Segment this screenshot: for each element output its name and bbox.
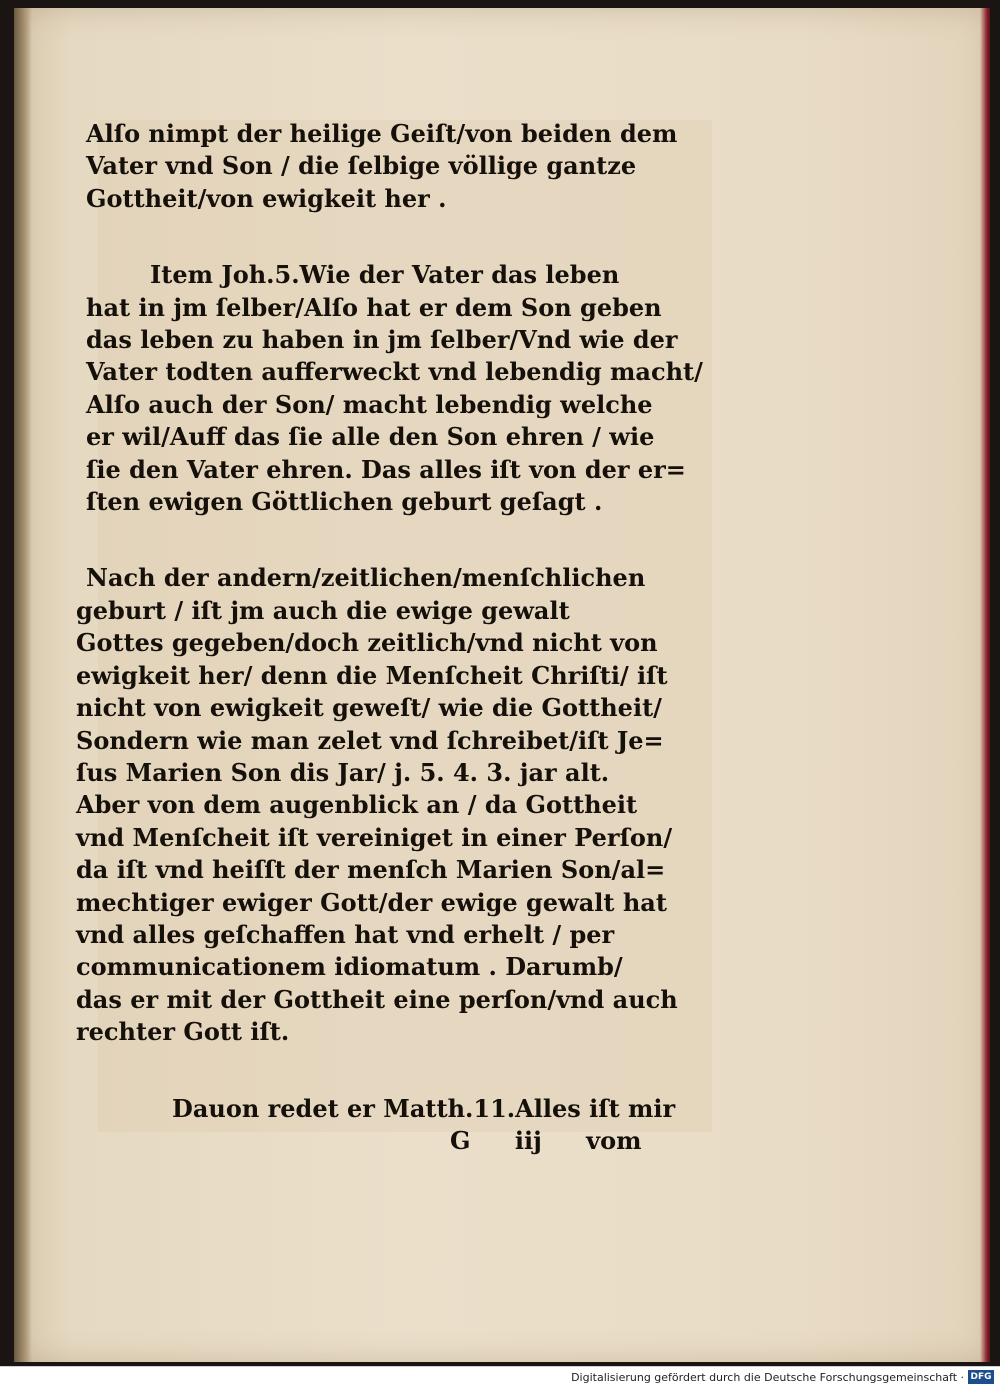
paragraph-gap [76, 215, 696, 259]
text-line: hat in jm ſelber/Alſo hat er dem Son geben [86, 292, 662, 322]
text-line: communicationem idiomatum . Darumb/ [76, 952, 623, 982]
text-line: Alſo auch der Son/ macht lebendig welche [86, 389, 653, 419]
text-line: Vater vnd Son / die ſelbige völlige gantze [86, 151, 637, 181]
digitization-footer [0, 1366, 1000, 1389]
text-line: ſten ewigen Göttlichen geburt geſagt . [86, 487, 603, 517]
paragraph-matthew-11 [76, 1093, 696, 1125]
page-gutter [14, 8, 32, 1362]
text-line: nicht von ewigkeit geweſt/ wie die Gottheit/ [76, 693, 662, 723]
text-line: Gottheit/von ewigkeit her . [86, 183, 447, 213]
text-line: ſus Marien Son dis Jar/ j. 5. 4. 3. jar alt. [76, 757, 610, 787]
text-line: Gottes gegeben/doch zeitlich/vnd nicht von [76, 628, 658, 658]
text-line: ewigkeit her/ denn die Menſcheit Chriſti/ iſt [76, 660, 668, 690]
text-line: vnd alles geſchaffen hat vnd erhelt / per [76, 919, 615, 949]
text-line: Aber von dem augenblick an / da Gottheit [76, 790, 638, 820]
text-line: vnd Menſcheit iſt vereiniget in einer Perſon/ [76, 822, 673, 852]
dfg-logo: DFG [968, 1370, 994, 1384]
catchword-line: G iij vom [450, 1125, 642, 1155]
text-line: rechter Gott iſt. [76, 1017, 290, 1047]
text-line: er wil/Auff das ſie alle den Son ehren / wie [86, 422, 655, 452]
text-line: Nach der andern/zeitlichen/menſchlichen [86, 563, 646, 593]
text-line: das er mit der Gottheit eine perſon/vnd auch [76, 984, 678, 1014]
paragraph-gap [76, 1049, 696, 1093]
page-text [76, 118, 703, 1157]
text-line: Item Joh.5.Wie der Vater das leben [150, 260, 620, 290]
paragraph-holy-spirit [76, 118, 696, 215]
paragraph-human-birth [76, 562, 696, 1048]
text-line: mechtiger ewiger Gott/der ewige gewalt hat [76, 887, 667, 917]
text-line: das leben zu haben in jm ſelber/Vnd wie der [86, 325, 678, 355]
text-line: geburt / iſt jm auch die ewige gewalt [76, 595, 570, 625]
page-edge [980, 8, 990, 1362]
text-line: Alſo nimpt der heilige Geiſt/von beiden dem [86, 119, 678, 148]
funding-credit: Digitalisierung gefördert durch die Deutsche Forschungsgemeinschaft · [571, 1371, 964, 1384]
paragraph-john-5 [76, 259, 703, 518]
text-line: da iſt vnd heiſſt der menſch Marien Son/al= [76, 855, 666, 885]
paragraph-gap [76, 518, 696, 562]
text-line: Dauon redet er Matth.11.Alles iſt mir [172, 1093, 676, 1123]
text-line: Sondern wie man zelet vnd ſchreibet/iſt Je= [76, 725, 664, 755]
text-line: ſie den Vater ehren. Das alles iſt von der er= [86, 454, 686, 484]
text-line: Vater todten aufferweckt vnd lebendig macht/ [86, 357, 703, 387]
